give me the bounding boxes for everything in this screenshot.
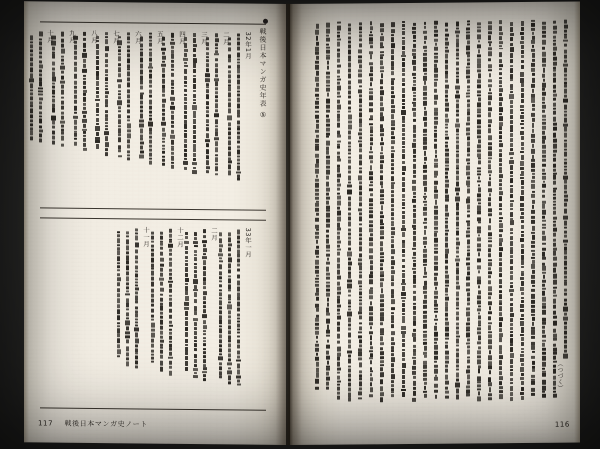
chronology-entry-column <box>235 33 242 183</box>
chronology-entry-column <box>115 231 122 361</box>
body-column <box>519 21 526 401</box>
chronology-date-label: 二月 <box>222 31 230 46</box>
chronology-date-label: 十二月 <box>176 226 184 248</box>
body-column <box>422 22 429 402</box>
rule-top <box>40 21 266 24</box>
rule-bottom <box>40 407 266 410</box>
chronology-entry-column <box>191 33 198 175</box>
body-column <box>465 20 472 400</box>
body-column <box>357 22 364 402</box>
section-title: 戦後日本マンガ史年表 ⑤ <box>259 27 267 121</box>
chronology-date-label: 三月 <box>200 31 208 46</box>
body-column <box>335 22 342 402</box>
chronology-entry-column <box>182 37 189 171</box>
chronology-date-label: 七月 <box>112 30 120 45</box>
chronology-entry-column <box>217 232 224 380</box>
chronology-entry-column <box>226 37 233 179</box>
chronology-entry-column <box>116 36 123 158</box>
folio-left <box>38 418 148 429</box>
chronology-date-label: 32年1月 <box>244 31 252 60</box>
folio-left-number: 117 <box>38 419 54 428</box>
chronology-entry-column <box>50 36 57 146</box>
chronology-entry-column <box>160 37 167 167</box>
body-column <box>411 23 418 403</box>
chronology-date-label: 八月 <box>90 29 98 45</box>
chronology-entry-column <box>138 36 145 162</box>
body-column <box>378 23 385 403</box>
chronology-date-label: 五月 <box>156 30 164 45</box>
body-column <box>562 20 569 360</box>
body-column <box>389 22 396 402</box>
body-column <box>476 22 483 402</box>
chronology-entry-column <box>37 31 44 145</box>
body-column <box>486 21 493 401</box>
chronology-entry-column <box>94 36 101 154</box>
body-column <box>497 20 504 400</box>
chronology-entry-column <box>125 32 132 162</box>
chronology-entry-column <box>28 35 35 141</box>
right-page-columns <box>300 16 568 18</box>
chronology-date-label: 33年一月 <box>244 227 252 258</box>
rule-mid-upper <box>40 207 266 210</box>
chronology-entry-column <box>169 33 176 171</box>
open-book-spread <box>24 4 580 445</box>
chronology-entry-column <box>147 33 154 167</box>
page-edge-right <box>574 1 580 442</box>
chronology-entry-column <box>158 232 165 374</box>
tail-note: （つづく） <box>556 360 563 391</box>
right-page-text-block <box>300 16 568 433</box>
chronology-date-label: 九月 <box>68 29 76 44</box>
body-column <box>530 20 537 400</box>
chronology-entry-column <box>59 32 66 150</box>
chronology-entry-column <box>183 232 190 374</box>
body-column <box>314 24 321 392</box>
body-column <box>454 22 461 402</box>
book-page-left <box>24 1 286 445</box>
chronology-table-top <box>38 11 274 60</box>
chronology-entry-column <box>201 229 208 383</box>
chronology-entry-column <box>192 232 199 380</box>
chronology-entry-column <box>103 32 110 158</box>
body-column <box>443 23 450 403</box>
chronology-entry-column <box>226 232 233 386</box>
folio-right: 116 <box>554 420 570 429</box>
chronology-date-label: 四月 <box>178 30 186 45</box>
chronology-entry-column <box>133 228 140 370</box>
chronology-date-label: 十月 <box>46 29 54 44</box>
body-column <box>346 23 353 403</box>
chronology-date-label: 六月 <box>134 30 142 45</box>
body-column <box>508 22 515 402</box>
chronology-entry-column <box>81 32 88 154</box>
body-column <box>400 21 407 401</box>
body-column <box>368 21 375 401</box>
left-page-content <box>38 11 274 434</box>
body-column <box>324 23 331 391</box>
chronology-entry-column <box>149 232 156 368</box>
chronology-entry-column <box>167 229 174 377</box>
body-column <box>432 21 439 401</box>
chronology-entry-column <box>204 37 211 175</box>
body-column <box>540 22 547 402</box>
chronology-entry-column <box>124 231 131 367</box>
chronology-date-label: 二月 <box>210 227 218 242</box>
rule-mid-lower <box>40 217 266 220</box>
running-head: 戦後日本マンガ史ノート <box>64 419 148 429</box>
chronology-date-label: 十一月 <box>142 226 150 248</box>
chronology-entry-column <box>235 229 242 389</box>
chronology-entry-column <box>213 33 220 179</box>
chronology-entry-column <box>72 36 79 150</box>
body-column <box>551 21 558 401</box>
book-page-right <box>290 1 580 445</box>
